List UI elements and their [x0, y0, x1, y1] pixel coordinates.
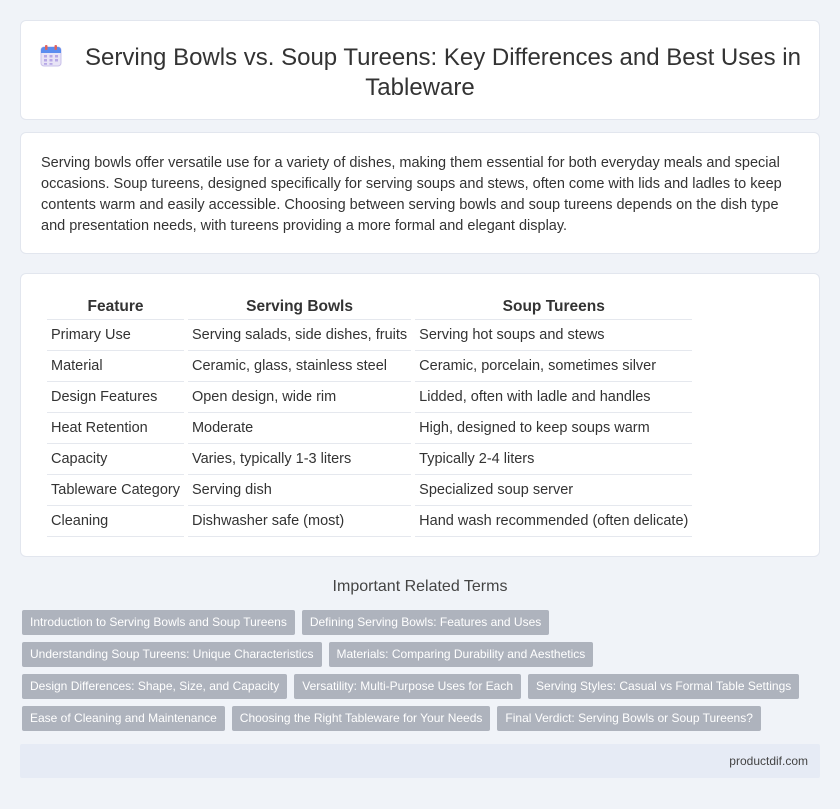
table-row [47, 320, 692, 351]
table-cell: High, designed to keep soups warm [415, 413, 692, 444]
table-cell: Lidded, often with ladle and handles [415, 382, 692, 413]
related-term-tag[interactable]: Understanding Soup Tureens: Unique Characteristics [22, 642, 322, 667]
page-title: Serving Bowls vs. Soup Tureens: Key Differences and Best Uses in Tableware [85, 44, 801, 101]
table-cell: Serving dish [188, 475, 411, 506]
tag-row [22, 642, 822, 667]
calendar-icon [39, 44, 63, 68]
table-cell: Dishwasher safe (most) [188, 506, 411, 537]
related-term-tag[interactable]: Versatility: Multi-Purpose Uses for Each [294, 674, 521, 699]
comparison-card [20, 273, 820, 557]
related-term-tag[interactable]: Choosing the Right Tableware for Your Needs [232, 706, 491, 731]
table-cell: Moderate [188, 413, 411, 444]
table-cell: Capacity [47, 444, 184, 475]
footer-site-link[interactable]: productdif.com [729, 754, 808, 768]
footer [20, 744, 820, 778]
table-header-row [47, 294, 692, 320]
related-term-tag[interactable]: Ease of Cleaning and Maintenance [22, 706, 225, 731]
related-term-tag[interactable]: Introduction to Serving Bowls and Soup Tureens [22, 610, 295, 635]
table-cell: Open design, wide rim [188, 382, 411, 413]
table-row [47, 475, 692, 506]
tag-row [22, 706, 822, 731]
table-row [47, 351, 692, 382]
table-cell: Specialized soup server [415, 475, 692, 506]
related-terms-tags [22, 610, 822, 738]
table-cell: Serving hot soups and stews [415, 320, 692, 351]
header-serving-bowls: Serving Bowls [188, 294, 411, 320]
table-row [47, 506, 692, 537]
related-term-tag[interactable]: Final Verdict: Serving Bowls or Soup Tureens? [497, 706, 760, 731]
intro-card [20, 132, 820, 254]
page-title-wrap [21, 43, 819, 103]
table-cell: Ceramic, porcelain, sometimes silver [415, 351, 692, 382]
related-term-tag[interactable]: Materials: Comparing Durability and Aesthetics [329, 642, 594, 667]
header-card [20, 20, 820, 120]
table-cell: Design Features [47, 382, 184, 413]
table-row [47, 413, 692, 444]
table-cell: Primary Use [47, 320, 184, 351]
table-row [47, 444, 692, 475]
comparison-table [43, 294, 696, 537]
tag-row [22, 610, 822, 635]
table-row [47, 382, 692, 413]
table-cell: Cleaning [47, 506, 184, 537]
table-cell: Ceramic, glass, stainless steel [188, 351, 411, 382]
table-cell: Heat Retention [47, 413, 184, 444]
table-cell: Tableware Category [47, 475, 184, 506]
header-soup-tureens: Soup Tureens [415, 294, 692, 320]
tag-row [22, 674, 822, 699]
table-cell: Serving salads, side dishes, fruits [188, 320, 411, 351]
table-cell: Material [47, 351, 184, 382]
intro-paragraph: Serving bowls offer versatile use for a variety of dishes, making them essential for both everyday meals and special occasions. Soup tureens, designed specifically for serving soups and stews, often come with lids and ladles to keep contents warm and easily accessible. Choosing between serving bowls and soup tureens depends on the dish type and presentation needs, with tureens providing a more formal and elegant display. [41, 155, 782, 234]
related-terms-title: Important Related Terms [332, 578, 508, 595]
related-term-tag[interactable]: Design Differences: Shape, Size, and Capacity [22, 674, 287, 699]
related-term-tag[interactable]: Defining Serving Bowls: Features and Uses [302, 610, 549, 635]
table-cell: Varies, typically 1-3 liters [188, 444, 411, 475]
table-cell: Hand wash recommended (often delicate) [415, 506, 692, 537]
table-cell: Typically 2-4 liters [415, 444, 692, 475]
header-feature: Feature [47, 294, 184, 320]
related-term-tag[interactable]: Serving Styles: Casual vs Formal Table Settings [528, 674, 799, 699]
